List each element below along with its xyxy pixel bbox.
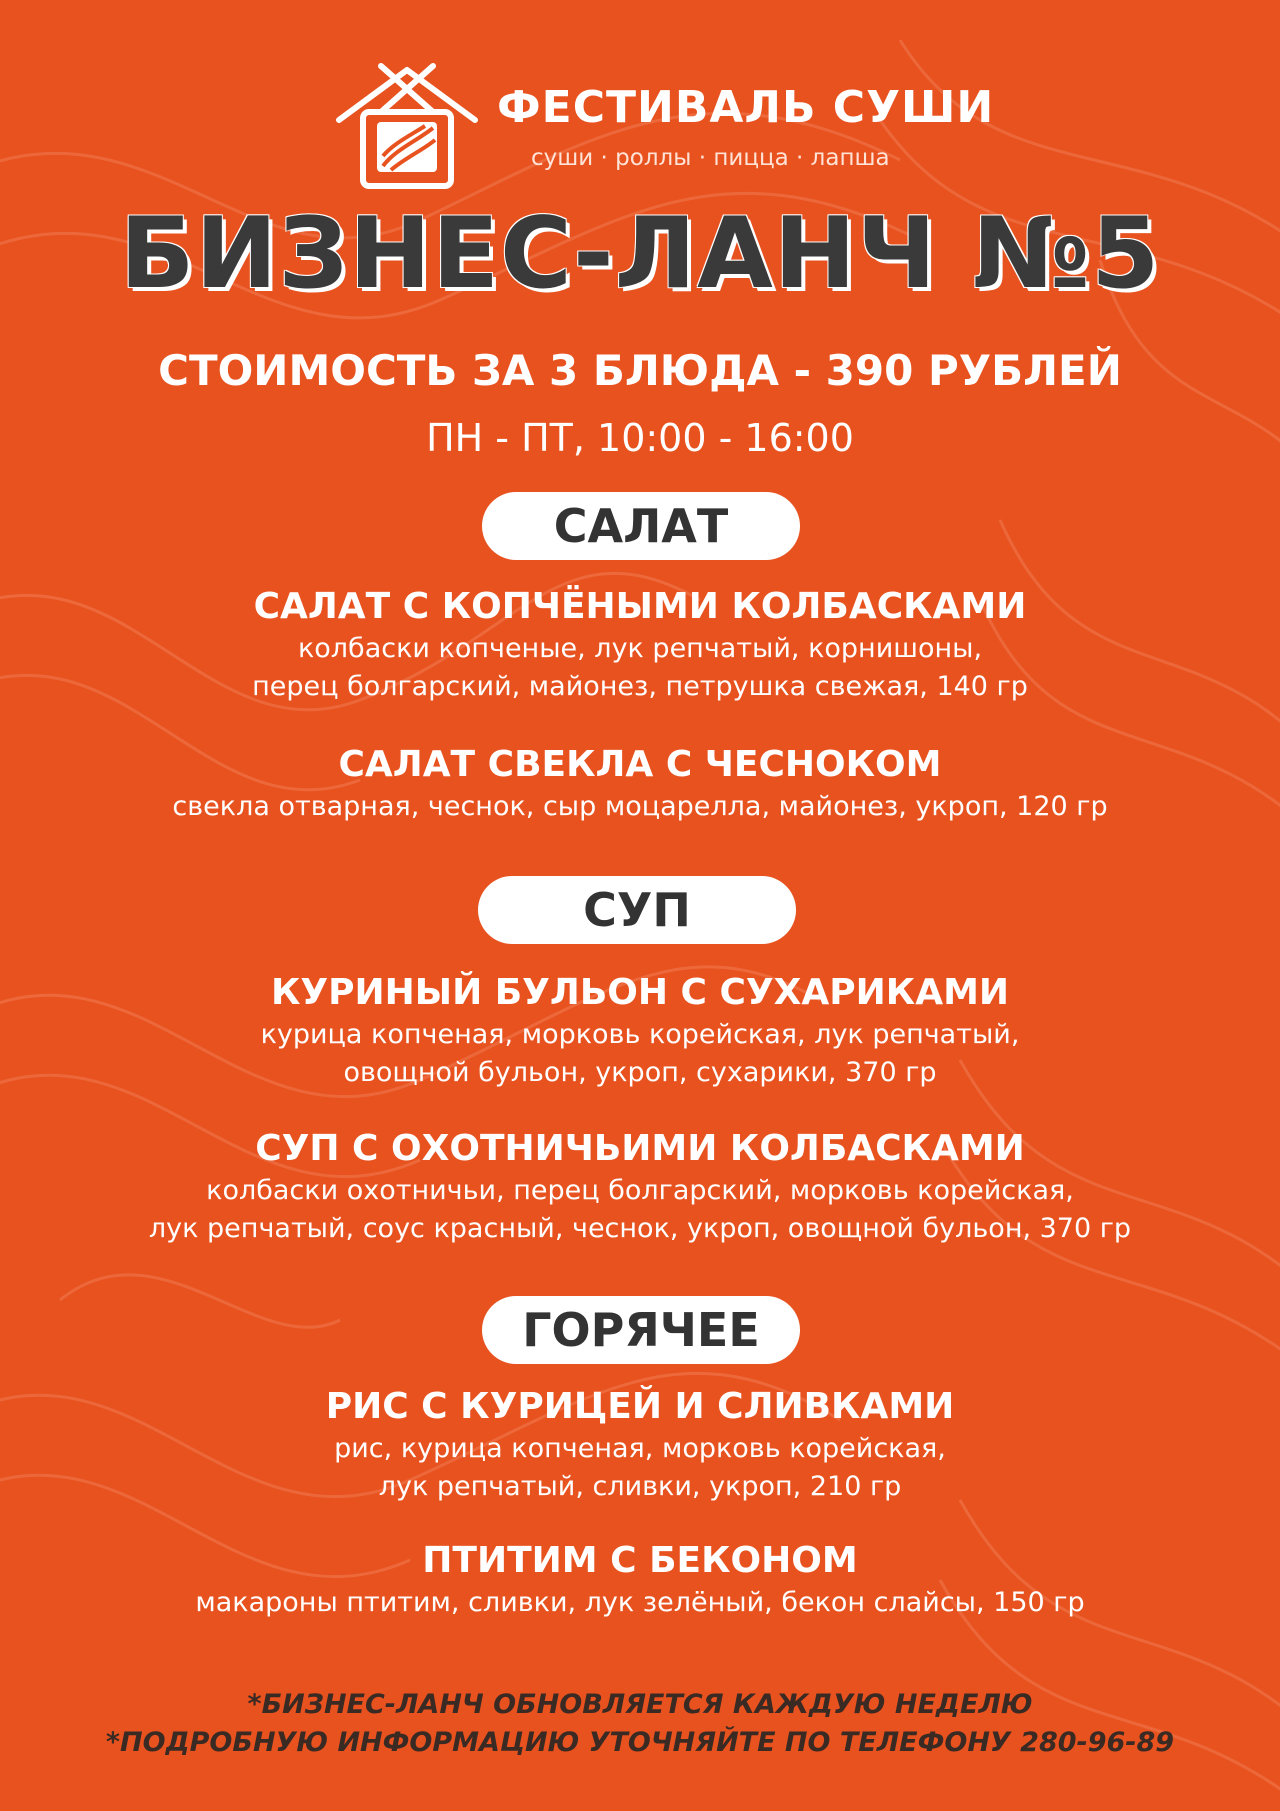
footnote-phone: *ПОДРОБНУЮ ИНФОРМАЦИЮ УТОЧНЯЙТЕ ПО ТЕЛЕФОНУ 280-96-89 [105, 1727, 1175, 1758]
dish-item [0, 584, 1280, 706]
dish-description: овощной бульон, укроп, сухарики, 370 гр [343, 1057, 937, 1088]
dish-description: лук репчатый, сливки, укроп, 210 гр [378, 1471, 902, 1502]
brand-name: ФЕСТИВАЛЬ СУШИ [497, 82, 995, 133]
dish-description: колбаски копченые, лук репчатый, корнишоны, [297, 633, 983, 664]
section-header-soup: СУП [478, 876, 796, 944]
dish-name: СУП С ОХОТНИЧЬИМИ КОЛБАСКАМИ [255, 1128, 1025, 1169]
section-header-hot: ГОРЯЧЕЕ [482, 1296, 800, 1364]
page-title: БИЗНЕС-ЛАНЧ №5 [119, 197, 1161, 311]
house-sushi-roll-icon [335, 62, 480, 192]
dish-description: свекла отварная, чеснок, сыр моцарелла, майонез, укроп, 120 гр [172, 791, 1108, 822]
section-header-salad: САЛАТ [482, 492, 800, 560]
dish-description: колбаски охотничьи, перец болгарский, морковь корейская, [206, 1175, 1074, 1206]
dish-description: курица копченая, морковь корейская, лук репчатый, [260, 1019, 1020, 1050]
price-line: СТОИМОСТЬ ЗА 3 БЛЮДА - 390 РУБЛЕЙ [158, 346, 1122, 395]
dish-item [0, 1384, 1280, 1506]
dish-item [0, 1126, 1280, 1248]
dish-name: САЛАТ СВЕКЛА С ЧЕСНОКОМ [338, 744, 942, 785]
dish-item [0, 1538, 1280, 1622]
dish-description: лук репчатый, соус красный, чеснок, укроп, овощной бульон, 370 гр [148, 1213, 1132, 1244]
dish-item [0, 742, 1280, 826]
dish-name: КУРИНЫЙ БУЛЬОН С СУХАРИКАМИ [270, 972, 1010, 1013]
dish-item [0, 970, 1280, 1092]
dish-name: ПТИТИМ С БЕКОНОМ [422, 1540, 858, 1581]
dish-description: рис, курица копченая, морковь корейская, [334, 1433, 946, 1464]
dish-description: перец болгарский, майонез, петрушка свежая, 140 гр [252, 671, 1028, 702]
dish-description: макароны птитим, сливки, лук зелёный, бекон слайсы, 150 гр [195, 1587, 1085, 1618]
brand-tagline: суши · роллы · пицца · лапша [531, 145, 890, 171]
brand-logo [335, 62, 995, 192]
dish-name: РИС С КУРИЦЕЙ И СЛИВКАМИ [325, 1386, 955, 1427]
footnote-weekly-update: *БИЗНЕС-ЛАНЧ ОБНОВЛЯЕТСЯ КАЖДУЮ НЕДЕЛЮ [247, 1689, 1033, 1720]
dish-name: САЛАТ С КОПЧЁНЫМИ КОЛБАСКАМИ [253, 586, 1027, 627]
opening-hours: ПН - ПТ, 10:00 - 16:00 [426, 416, 854, 460]
